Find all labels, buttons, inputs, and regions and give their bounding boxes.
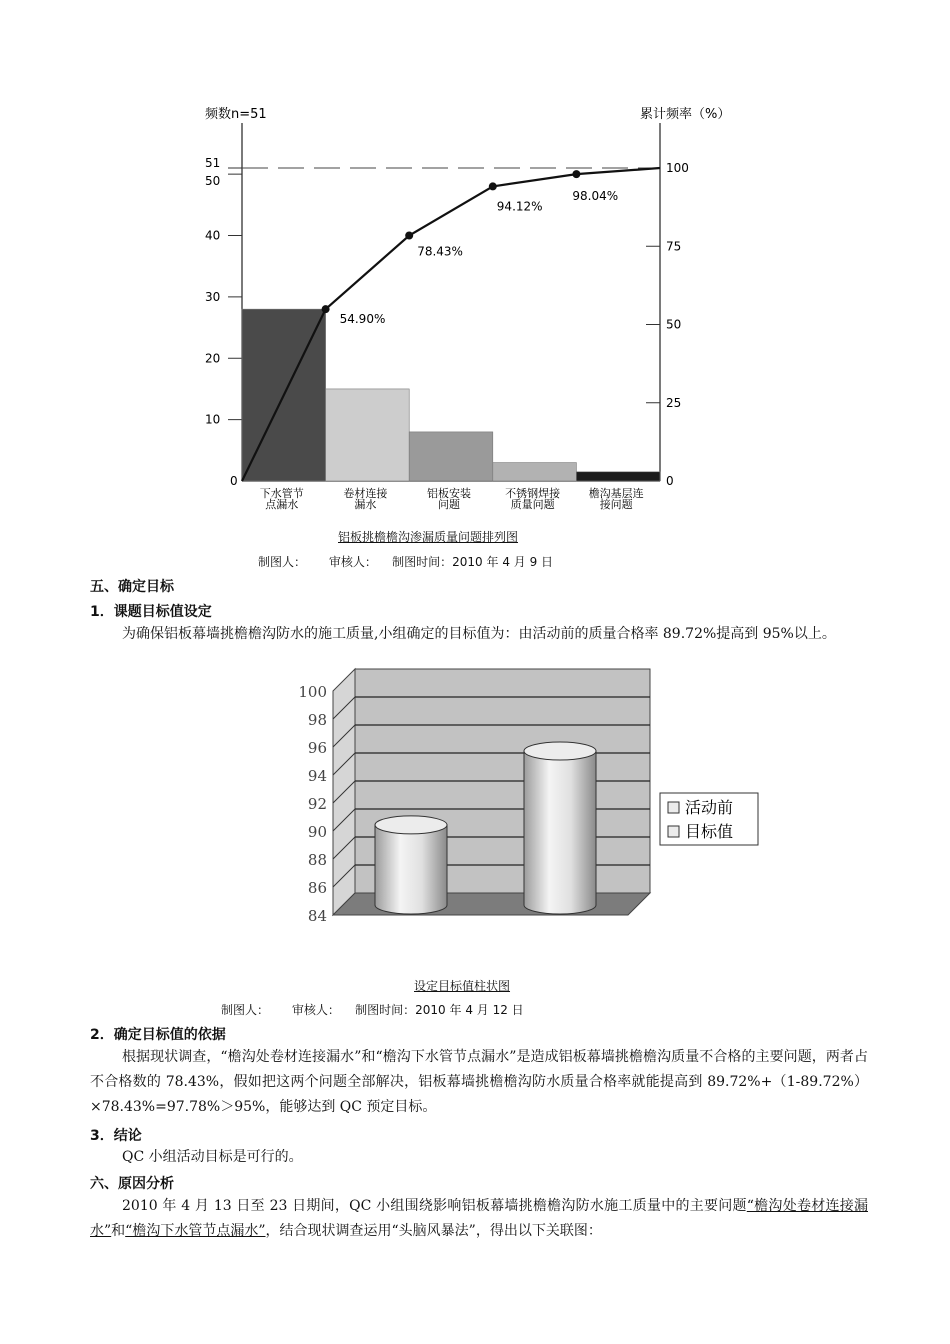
section-6-text-b: 和 bbox=[111, 1223, 126, 1239]
y-tick-label: 98 bbox=[307, 711, 327, 729]
pareto-bar bbox=[409, 432, 493, 481]
y-tick-label: 94 bbox=[307, 767, 327, 785]
cumulative-label: 78.43% bbox=[417, 244, 463, 259]
left-tick-label: 10 bbox=[205, 412, 221, 427]
section-6-text-underline-2: “檐沟下水管节点漏水” bbox=[125, 1223, 266, 1239]
cumulative-point bbox=[572, 170, 580, 178]
cumulative-label: 94.12% bbox=[496, 199, 543, 214]
section-6-text bbox=[90, 1194, 868, 1244]
category-label: 问题 bbox=[438, 498, 460, 511]
legend-swatch bbox=[668, 826, 679, 837]
category-label: 铝板安装 bbox=[427, 487, 471, 500]
y-tick-label: 90 bbox=[307, 823, 327, 841]
right-tick-label: 50 bbox=[666, 317, 682, 332]
section-6-text-a: 2010 年 4 月 13 日至 23 日期间，QC 小组围绕影响铝板幕墙挑檐檐沟防水施工质量中的主要问题 bbox=[122, 1198, 747, 1214]
category-label: 卷材连接 bbox=[343, 487, 388, 500]
category-label: 接问题 bbox=[599, 498, 633, 511]
section-6-text-c: ，结合现状调查运用“头脑风暴法”，得出以下关联图： bbox=[265, 1223, 602, 1239]
category-label: 下水管节 bbox=[259, 487, 304, 500]
pareto-bar bbox=[576, 472, 660, 481]
y-tick-label: 100 bbox=[298, 683, 327, 701]
y-tick-label: 84 bbox=[307, 907, 327, 925]
cylinder-top bbox=[375, 816, 447, 834]
section-5-1-text: 为确保铝板幕墙挑檐檐沟防水的施工质量,小组确定的目标值为：由活动前的质量合格率 89.72%提高到 95%以上。 bbox=[122, 626, 836, 642]
left-tick-label: 51 bbox=[205, 156, 221, 170]
cumulative-label: 54.90% bbox=[339, 312, 386, 327]
cylinder-bar bbox=[375, 825, 447, 914]
section-5-2-text: 根据现状调查，“檐沟处卷材连接漏水”和“檐沟下水管节点漏水”是造成铝板幕墙挑檐檐沟质量不合格的主要问题，两者占不合格数的 78.43%，假如把这两个问题全部解决，铝板幕墙挑檐檐沟防水质量合格率就能提高到 89.72%+（1-89.72%）×78.43%=97.78%＞95%，能够达到 QC 预定目标。 bbox=[90, 1049, 868, 1115]
category-label: 质量问题 bbox=[510, 498, 555, 511]
y-tick-label: 88 bbox=[307, 851, 327, 869]
right-tick-label: 0 bbox=[666, 474, 674, 488]
section-6-text-underline-1: “檐沟处卷材连接漏水” bbox=[90, 1198, 868, 1239]
y-tick-label: 86 bbox=[307, 879, 327, 897]
cumulative-label: 98.04% bbox=[572, 189, 619, 204]
cumulative-point bbox=[405, 232, 413, 240]
cylinder-bar bbox=[524, 751, 596, 914]
section-5-1-title: 1．课题目标值设定 bbox=[90, 604, 212, 620]
cumulative-point bbox=[322, 305, 330, 313]
y-tick-label: 92 bbox=[307, 795, 327, 813]
category-label: 点漏水 bbox=[265, 498, 299, 511]
left-tick-label: 20 bbox=[205, 351, 221, 366]
left-tick-label: 40 bbox=[205, 228, 221, 243]
pareto-bar bbox=[493, 463, 577, 481]
right-tick-label: 100 bbox=[666, 161, 689, 175]
cylinder-top bbox=[524, 742, 596, 760]
legend-label: 活动前 bbox=[685, 798, 734, 817]
right-tick-label: 75 bbox=[666, 239, 682, 254]
category-label: 漏水 bbox=[354, 498, 377, 511]
left-tick-label: 30 bbox=[205, 289, 221, 304]
pareto-chart bbox=[190, 95, 731, 525]
section-5-2-title: 2．确定目标值的依据 bbox=[90, 1027, 226, 1043]
legend-label: 目标值 bbox=[685, 822, 734, 841]
pareto-sign-line: 制图人： 审核人： 制图时间：2010 年 4 月 9 日 bbox=[258, 555, 554, 569]
category-label: 檐沟基层连 bbox=[588, 487, 644, 500]
cumulative-point bbox=[489, 182, 497, 190]
y-tick-label: 96 bbox=[307, 739, 327, 757]
target-sign-line: 制图人： 审核人： 制图时间：2010 年 4 月 12 日 bbox=[221, 1003, 524, 1017]
left-axis-title: 频数n=51 bbox=[205, 107, 267, 122]
legend-swatch bbox=[668, 802, 679, 813]
target-bar-chart bbox=[285, 668, 765, 938]
target-caption: 设定目标值柱状图 bbox=[414, 979, 511, 993]
section-5-title: 五、确定目标 bbox=[90, 579, 174, 595]
left-tick-label: 50 bbox=[205, 174, 221, 189]
left-tick-label: 0 bbox=[230, 474, 238, 488]
pareto-caption: 铝板挑檐檐沟渗漏质量问题排列图 bbox=[338, 530, 519, 544]
pareto-bar bbox=[326, 389, 410, 481]
section-5-3-title: 3．结论 bbox=[90, 1128, 142, 1144]
right-tick-label: 25 bbox=[666, 395, 682, 410]
section-5-3-text: QC 小组活动目标是可行的。 bbox=[122, 1149, 303, 1165]
right-axis-title: 累计频率（%） bbox=[640, 107, 731, 122]
section-6-title: 六、原因分析 bbox=[90, 1176, 174, 1192]
category-label: 不锈钢焊接 bbox=[505, 487, 561, 500]
